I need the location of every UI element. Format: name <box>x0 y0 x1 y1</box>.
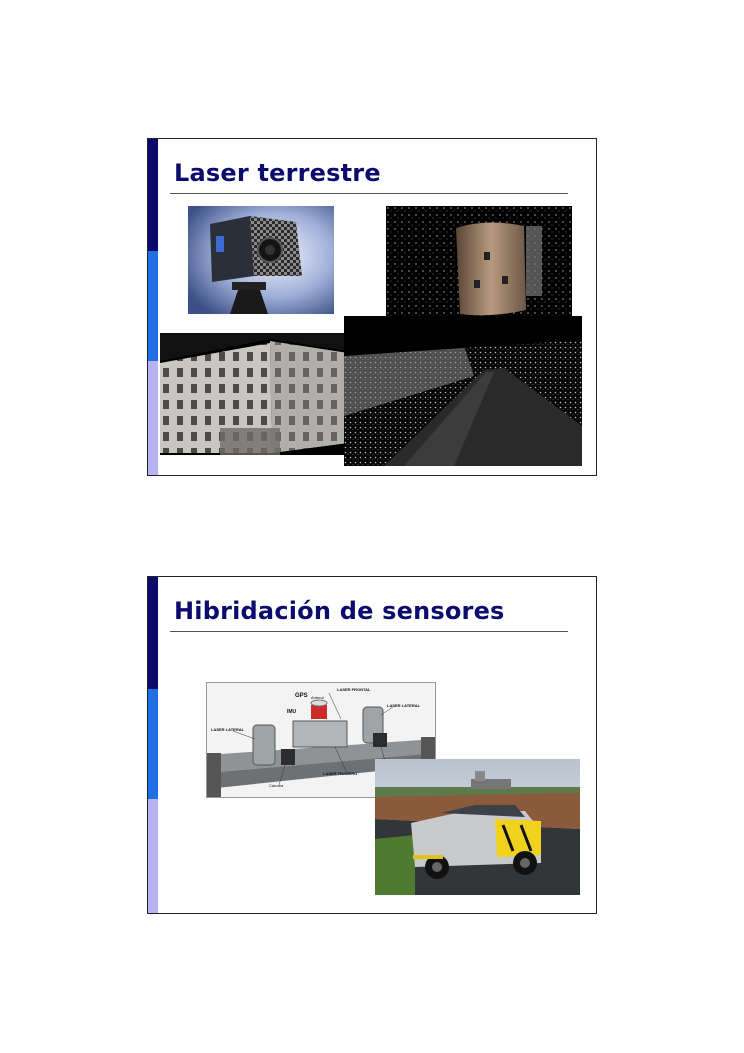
antena-label: Antena <box>311 695 324 700</box>
accent-bar-dark <box>148 577 158 689</box>
laser-frontal-label: LASER FRONTAL <box>337 687 371 692</box>
accent-bar-lavender <box>148 361 158 476</box>
slide-title: Hibridación de sensores <box>174 597 505 625</box>
accent-bar-blue <box>148 689 158 799</box>
gps-label: GPS <box>295 693 308 699</box>
slide-laser-terrestre <box>147 138 597 476</box>
title-rule <box>170 193 568 194</box>
accent-bar-dark <box>148 139 158 251</box>
laser-trasero-label: LASER TRASERO <box>323 771 358 776</box>
slide-title: Laser terrestre <box>174 159 381 187</box>
title-rule <box>170 631 568 632</box>
street-facade-point-cloud <box>160 333 348 455</box>
accent-bar-lavender <box>148 799 158 914</box>
laser-scanner-photo <box>188 206 334 314</box>
laser-lateral-left-label: LASER LATERAL <box>211 727 245 732</box>
laser-lateral-right-label: LASER LATERAL <box>387 703 421 708</box>
accent-bar-blue <box>148 251 158 361</box>
camara-left-label: Cámara <box>269 783 284 788</box>
tower-point-cloud <box>386 206 572 323</box>
imu-label: IMU <box>287 709 297 715</box>
mapping-vehicle-photo <box>375 759 580 895</box>
road-point-cloud <box>344 316 582 466</box>
slide-hibridacion-sensores <box>147 576 597 914</box>
